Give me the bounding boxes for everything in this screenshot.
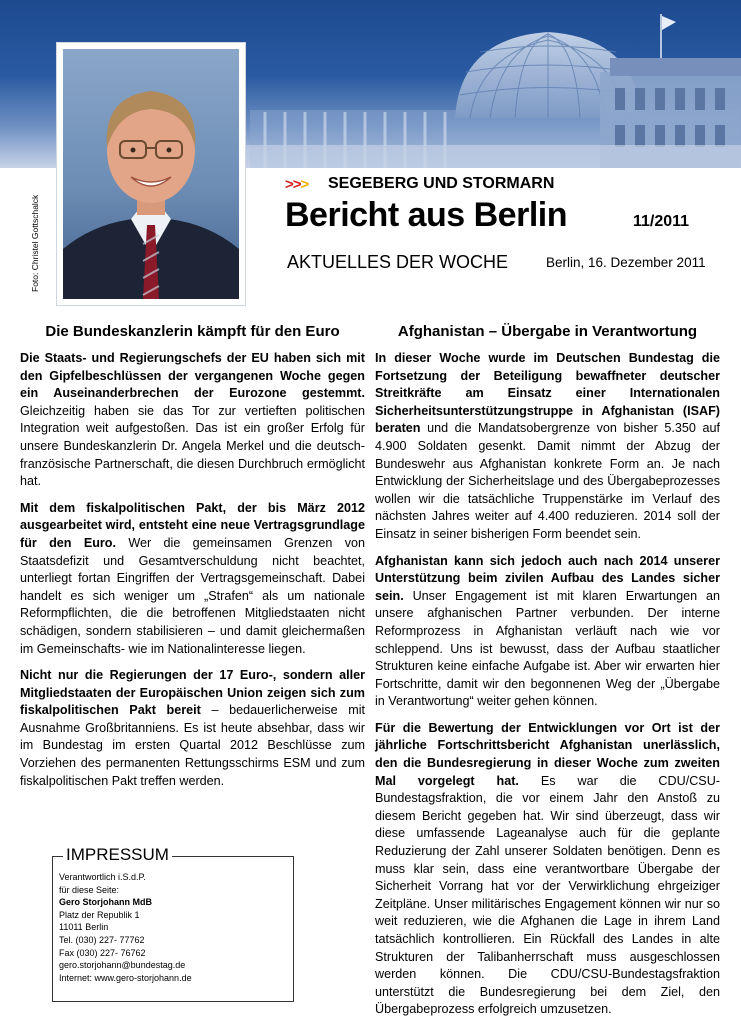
impressum-line: Verantwortlich i.S.d.P. xyxy=(59,872,146,882)
photo-credit: Foto: Christel Gottschalck xyxy=(30,194,40,292)
issue-number: 11/2011 xyxy=(633,213,690,230)
impressum-name: Gero Storjohann MdB xyxy=(59,897,152,908)
article-paragraph: In dieser Woche wurde im Deutschen Bundestag die Fortsetzung der Beteiligung bewaffneter deutscher Streitkräfte am Einsatz einer Internationalen Sicherheitsunterstützungstruppe in Afghanistan (ISAF) beraten und die Mandatsobergrenze von bisher 5.350 auf 4.900 Soldaten gesenkt. Damit nimmt der Abzug der Bundeswehr aus Afghanistan konkrete Form an. Je nach Entwicklung der Sicherheitslage und des Übergabeprozesses wollen wir die tatsächliche Truppenstärke im Verlauf des nächsten Jahres weiter auf 4.400 reduzieren. 2014 soll der Einsatz in seiner bisherigen Form beendet sein. xyxy=(375,351,720,541)
issue-date: Berlin, 16. Dezember 2011 xyxy=(546,255,706,270)
portrait-frame xyxy=(57,43,245,305)
left-article-heading: Die Bundeskanzlerin kämpft für den Euro xyxy=(45,323,340,340)
article-paragraph: Mit dem fiskalpolitischen Pakt, der bis März 2012 ausgearbeitet wird, entsteht eine neue Vertragsgrundlage für den Euro. Wer die gemeinsamen Grenzen von Staatsdefizit und Gesamtverschuldung nicht beachtet, unterliegt fortan Eingriffen der Vertragsgemeinschaft. Dabei handelt es sich weniger um „Strafen“ als um nationale Reformpflichten, die die betroffenen Mitgliedstaaten nicht schädigen, sondern stabilisieren – und damit gleichermaßen im Gemeinschafts- wie im Nationalinteresse liegen. xyxy=(20,500,365,656)
impressum-title: IMPRESSUM xyxy=(63,845,172,865)
article-paragraph: Die Staats- und Regierungschefs der EU haben sich mit den Gipfelbeschlüssen der vergangenen Woche gegen ein Auseinanderbrechen der Eurozone gestemmt. Gleichzeitig haben sie das Tor zur vertieften politischen Integration weit aufgestoßen. Das ist ein großer Erfolg für unsere Bundeskanzlerin Dr. Angela Merkel und die deutsch-französische Partnerschaft, die diesen Durchbruch ermöglicht hat. xyxy=(20,351,365,489)
impressum-website[interactable]: Internet: www.gero-storjohann.de xyxy=(59,972,192,983)
left-article xyxy=(20,322,365,799)
right-article xyxy=(375,322,720,1028)
impressum-details xyxy=(59,871,192,984)
impressum-line: für diese Seite: xyxy=(59,884,120,895)
impressum-line: 11011 Berlin xyxy=(59,922,109,933)
right-article-heading: Afghanistan – Übergabe in Verantwortung xyxy=(397,323,698,340)
page-title: Bericht aus Berlin xyxy=(285,196,567,234)
impressum-phone: Tel. (030) 227- 77762 xyxy=(59,934,145,945)
article-paragraph: Nicht nur die Regierungen der 17 Euro-, sondern aller Mitgliedstaaten der Europäischen Union zeigen sich zum fiskalpolitischen Pakt bereit – bedauerlicherweise mit Ausnahme Großbritanniens. Es ist heute absehbar, dass wir im Bundestag im ersten Quartal 2012 Beschlüsse zum Vorziehen des permanenten Rettungsschirms ESM und zum fiskalpolitischen Pakt treffen werden. xyxy=(20,668,365,788)
impressum-box xyxy=(52,845,294,1002)
portrait-photo xyxy=(63,49,239,299)
impressum-email[interactable]: gero.storjohann@bundestag.de xyxy=(59,960,186,971)
page-subtitle: AKTUELLES DER WOCHE xyxy=(287,252,509,272)
article-paragraph: Afghanistan kann sich jedoch auch nach 2014 unserer Unterstützung beim zivilen Aufbau des Landes sicher sein. Unser Engagement ist mit klaren Erwartungen an unsere afghanischen Partner verbunden. Der interne Reformprozess in Afghanistan verläuft nach wie vor schleppend. Uns ist bewusst, dass der Aufbau staatlicher Strukturen keine einfache Aufgabe ist. Aber wir erwarten hier Fortschritte, damit wir den begonnenen Weg der „Übergabe in Verantwortung“ weiter gehen können. xyxy=(375,553,720,709)
arrows-icon: >>> xyxy=(285,176,309,193)
region-label: SEGEBERG UND STORMARN xyxy=(328,175,555,192)
article-paragraph: Für die Bewertung der Entwicklungen vor Ort ist der jährliche Fortschrittsbericht Afghanistan unerlässlich, den die Bundesregierung in dieser Woche zum zweiten Mal vorgelegt hat. Es war die CDU/CSU-Bundestagsfraktion, die vor einem Jahr den Anstoß zu diesem Bericht gegeben hat. Wir sind überzeugt, dass wir diese umfassende Lageanalyse auch für die geplante Reduzierung der Zahl unserer Soldaten benötigen. Denn es muss klar sein, dass eine verantwortbare Übergabe der Sicherheit Vorrang hat vor der Verwirklichung ehrgeiziger Zeitpläne. Unser militärisches Engagement können wir nur so weit reduzieren, wie die Afghanen die Lage in ihrem Land tatsächlich kontrollieren. Ein Rückfall des Landes in alte Strukturen der Talibanherrschaft muss ausgeschlossen werden können. Die CDU/CSU-Bundestagsfraktion unterstützt die Bundesregierung bei dem Ziel, den Übergabeprozess erfolgreich umzusetzen. xyxy=(375,720,720,1017)
impressum-line: Platz der Republik 1 xyxy=(59,909,140,920)
impressum-fax: Fax (030) 227- 76762 xyxy=(59,947,146,958)
